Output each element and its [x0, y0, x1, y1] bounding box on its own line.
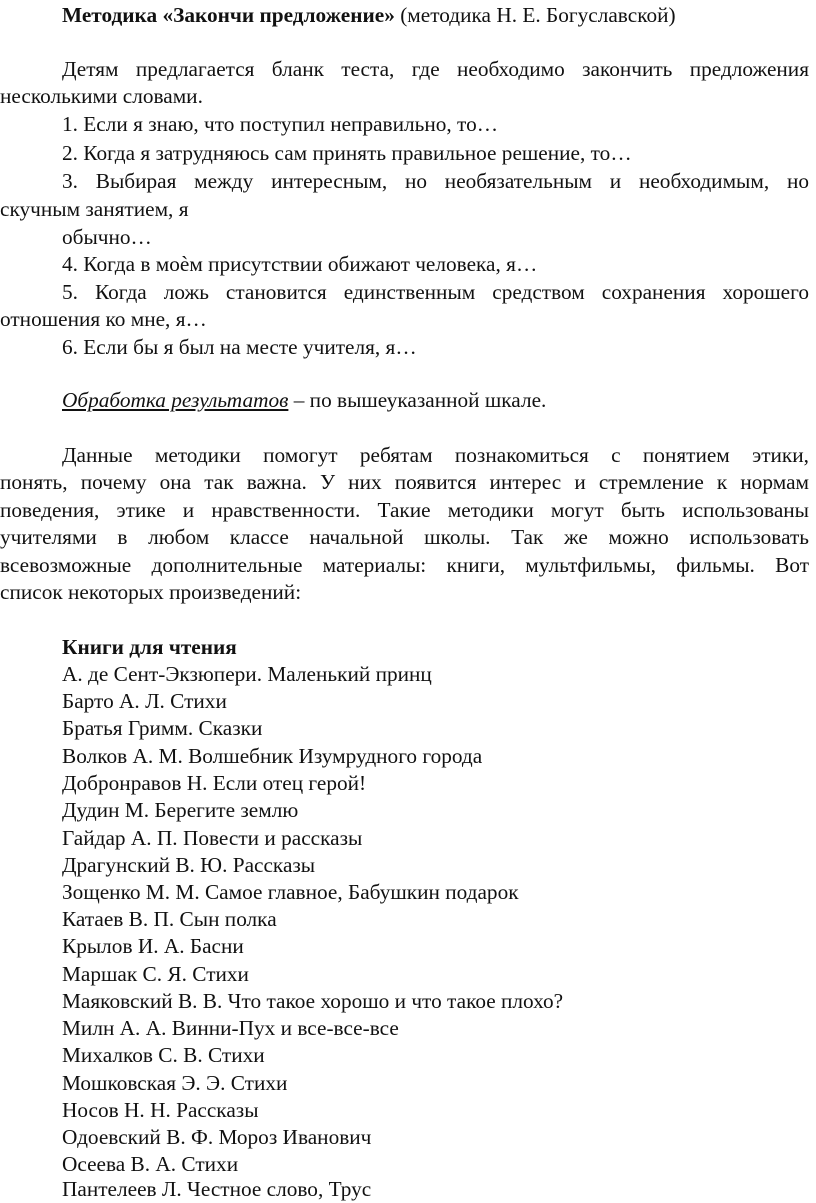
book-item: Михалков С. В. Стихи	[62, 1043, 265, 1067]
test-item-1: 1. Если я знаю, что поступил неправильно, то…	[62, 112, 499, 136]
test-item-4: 4. Когда в моѐм присутствии обижают человека, я…	[62, 252, 538, 276]
book-item: Одоевский В. Ф. Мороз Иванович	[62, 1125, 372, 1149]
intro-line-2: несколькими словами.	[0, 84, 203, 108]
paragraph-line-4: учителями в любом классе начальной школы. Так же можно использовать	[0, 525, 809, 549]
methodology-title-bold: Методика «Закончи предложение»	[62, 3, 395, 27]
book-item: Добронравов Н. Если отец герой!	[62, 771, 367, 795]
methodology-title-author: (методика Н. Е. Богуславской)	[394, 3, 676, 27]
book-item: Драгунский В. Ю. Рассказы	[62, 853, 316, 877]
test-item-5-line-1: 5. Когда ложь становится единственным средством сохранения хорошего	[62, 280, 809, 304]
book-item: Дудин М. Берегите землю	[62, 798, 299, 822]
book-item: Гайдар А. П. Повести и рассказы	[62, 826, 363, 850]
test-item-3-line-2: скучным занятием, я	[0, 197, 189, 221]
test-item-5-line-2: отношения ко мне, я…	[0, 307, 207, 331]
paragraph-line-2: понять, почему она так важна. У них появится интерес и стремление к нормам	[0, 470, 809, 494]
book-item: Крылов И. А. Басни	[62, 934, 244, 958]
paragraph-line-5: всевозможные дополнительные материалы: книги, мультфильмы, фильмы. Вот	[0, 553, 809, 577]
books-heading: Книги для чтения	[62, 635, 237, 659]
book-item: Маяковский В. В. Что такое хорошо и что такое плохо?	[62, 989, 564, 1013]
book-item: А. де Сент-Экзюпери. Маленький принц	[62, 662, 432, 686]
test-item-2: 2. Когда я затрудняюсь сам принять правильное решение, то…	[62, 141, 632, 165]
intro-line-1: Детям предлагается бланк теста, где необходимо закончить предложения	[62, 57, 809, 81]
book-item: Осеева В. А. Стихи	[62, 1152, 239, 1176]
book-item: Волков А. М. Волшебник Изумрудного города	[62, 744, 483, 768]
book-item: Мошковская Э. Э. Стихи	[62, 1071, 288, 1095]
book-item: Носов Н. Н. Рассказы	[62, 1098, 259, 1122]
paragraph-line-6: список некоторых произведений:	[0, 580, 302, 604]
book-item: Братья Гримм. Сказки	[62, 716, 263, 740]
book-item: Маршак С. Я. Стихи	[62, 962, 249, 986]
book-item: Пантелеев Л. Честное слово, Трус	[62, 1177, 372, 1201]
book-item: Зощенко М. М. Самое главное, Бабушкин подарок	[62, 880, 519, 904]
processing-text: – по вышеуказанной шкале.	[288, 388, 547, 412]
processing-line	[62, 387, 546, 414]
test-item-3-line-3: обычно…	[62, 225, 152, 249]
book-item: Катаев В. П. Сын полка	[62, 907, 277, 931]
book-item: Милн А. А. Винни-Пух и все-все-все	[62, 1016, 399, 1040]
methodology-title	[62, 2, 676, 29]
test-item-3-line-1: 3. Выбирая между интересным, но необязательным и необходимым, но	[62, 169, 809, 193]
book-item: Барто А. Л. Стихи	[62, 689, 227, 713]
paragraph-line-3: поведения, этике и нравственности. Такие методики могут быть использованы	[0, 498, 809, 522]
processing-label: Обработка результатов	[62, 388, 289, 412]
test-item-6: 6. Если бы я был на месте учителя, я…	[62, 335, 417, 359]
paragraph-line-1: Данные методики помогут ребятам познакомиться с понятием этики,	[62, 443, 809, 467]
